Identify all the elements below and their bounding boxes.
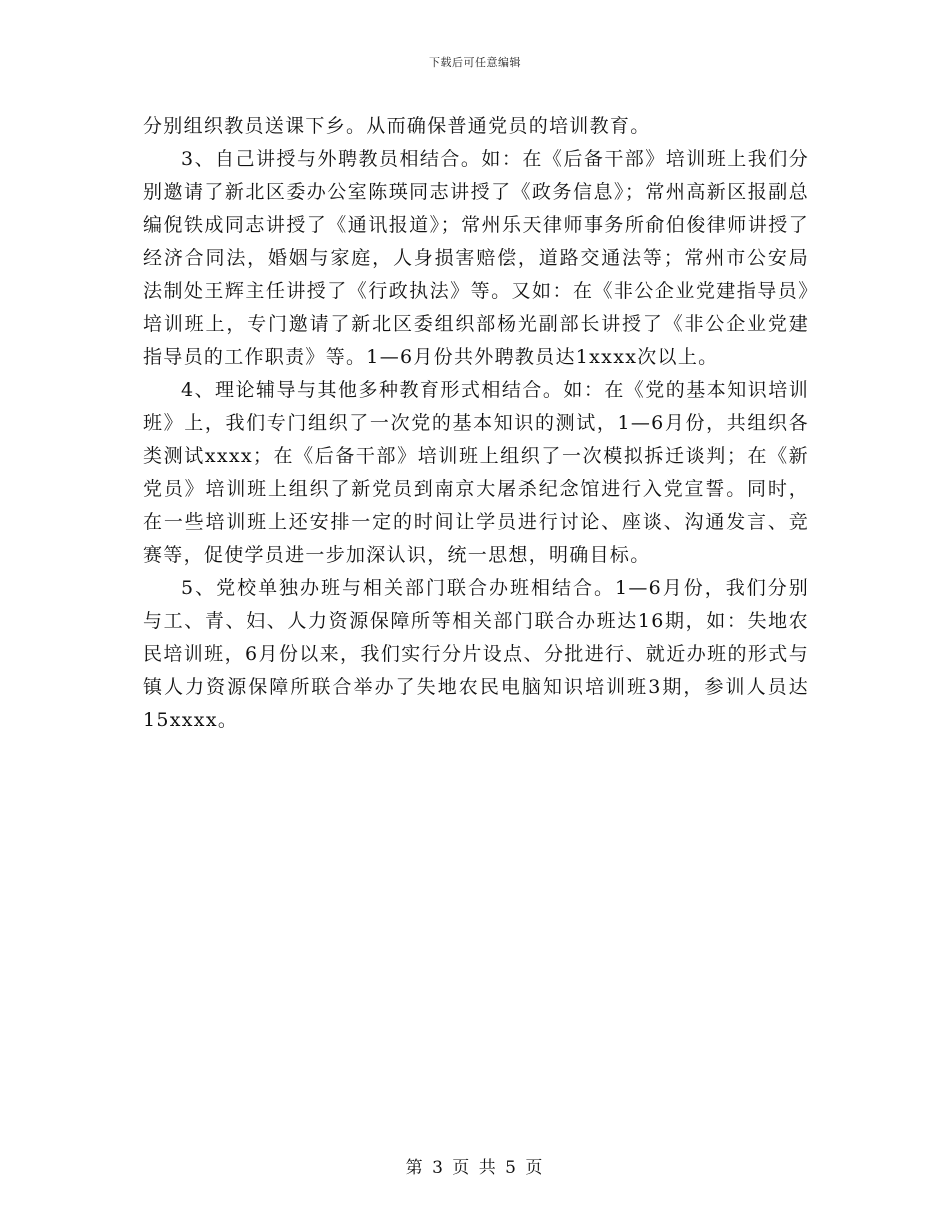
- page-footer: 第 3 页 共 5 页: [405, 1158, 545, 1178]
- paragraph-item-5: 5、党校单独办班与相关部门联合办班相结合。1—6月份，我们分别与工、青、妇、人力资源保障所等相关部门联合办班达16期，如：失地农民培训班，6月份以来，我们实行分片设点、分批进行、就近办班的形式与镇人力资源保障所联合举办了失地农民电脑知识培训班3期，参训人员达15xxxx。: [143, 577, 809, 731]
- page-header: 下载后可任意编辑: [429, 56, 521, 69]
- paragraph-item-3: 3、自己讲授与外聘教员相结合。如：在《后备干部》培训班上我们分别邀请了新北区委办公室陈瑛同志讲授了《政务信息》；常州高新区报副总编倪铁成同志讲授了《通讯报道》；常州乐天律师事务所俞伯俊律师讲授了经济合同法，婚姻与家庭，人身损害赔偿，道路交通法等；常州市公安局法制处王辉主任讲授了《行政执法》等。又如：在《非公企业党建指导员》培训班上，专门邀请了新北区委组织部杨光副部长讲授了《非公企业党建指导员的工作职责》等。1—6月份共外聘教员达1xxxx次以上。: [143, 148, 809, 368]
- paragraph-item-4: 4、理论辅导与其他多种教育形式相结合。如：在《党的基本知识培训班》上，我们专门组织了一次党的基本知识的测试，1—6月份，共组织各类测试xxxx；在《后备干部》培训班上组织了一次模拟拆迁谈判；在《新党员》培训班上组织了新党员到南京大屠杀纪念馆进行入党宣誓。同时，在一些培训班上还安排一定的时间让学员进行讨论、座谈、沟通发言、竞赛等，促使学员进一步加深认识，统一思想，明确目标。: [143, 379, 809, 566]
- document-body: [143, 110, 809, 737]
- paragraph-continuation: 分别组织教员送课下乡。从而确保普通党员的培训教育。: [143, 115, 651, 137]
